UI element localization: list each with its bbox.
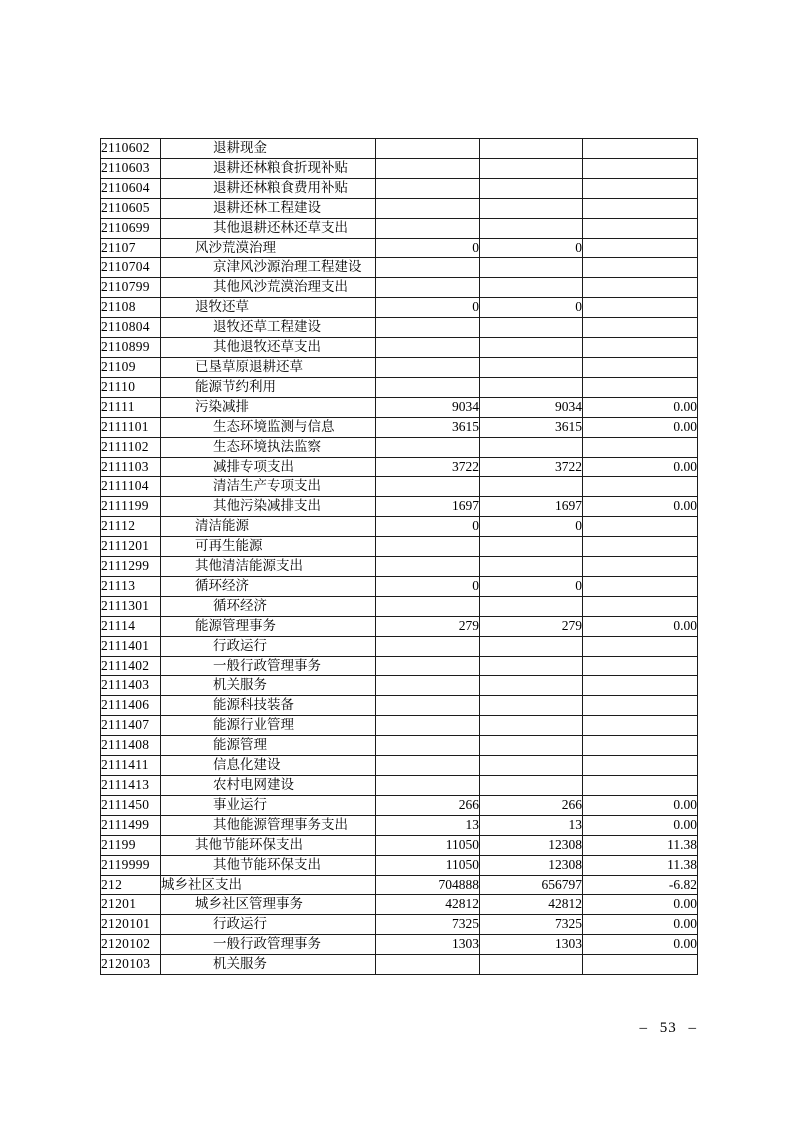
- row-code: 2111403: [101, 676, 161, 696]
- row-value-3: [583, 596, 698, 616]
- row-code: 2110605: [101, 198, 161, 218]
- row-value-3: 11.38: [583, 835, 698, 855]
- row-code: 212: [101, 875, 161, 895]
- row-value-3: [583, 238, 698, 258]
- row-value-1: 13: [376, 815, 480, 835]
- row-value-3: [583, 576, 698, 596]
- row-code: 21108: [101, 298, 161, 318]
- row-value-3: 0.00: [583, 935, 698, 955]
- row-value-1: [376, 636, 480, 656]
- row-value-2: 13: [480, 815, 583, 835]
- table-row: [101, 178, 698, 198]
- row-code: 2111406: [101, 696, 161, 716]
- row-value-1: 11050: [376, 855, 480, 875]
- row-value-2: 3722: [480, 457, 583, 477]
- row-value-1: 3615: [376, 417, 480, 437]
- row-value-3: [583, 278, 698, 298]
- row-value-2: 279: [480, 616, 583, 636]
- row-code: 2110604: [101, 178, 161, 198]
- row-value-2: [480, 218, 583, 238]
- row-code: 2110704: [101, 258, 161, 278]
- row-value-1: 1303: [376, 935, 480, 955]
- row-value-1: [376, 596, 480, 616]
- table-row: [101, 139, 698, 159]
- row-value-1: 1697: [376, 497, 480, 517]
- row-code: 2120103: [101, 955, 161, 975]
- row-name: 城乡社区支出: [161, 875, 376, 895]
- table-row: [101, 437, 698, 457]
- row-name: 清洁能源: [161, 517, 376, 537]
- row-value-2: [480, 198, 583, 218]
- table-row: [101, 756, 698, 776]
- table-row: [101, 696, 698, 716]
- row-value-2: [480, 636, 583, 656]
- table-row: [101, 895, 698, 915]
- row-value-3: [583, 198, 698, 218]
- row-code: 21199: [101, 835, 161, 855]
- row-value-2: [480, 656, 583, 676]
- row-name: 退耕还林工程建设: [161, 198, 376, 218]
- row-value-3: [583, 636, 698, 656]
- row-value-3: 0.00: [583, 895, 698, 915]
- page-number: – 53 –: [639, 1020, 697, 1036]
- row-name: 一般行政管理事务: [161, 656, 376, 676]
- row-code: 21112: [101, 517, 161, 537]
- row-name: 退耕现金: [161, 139, 376, 159]
- table-row: [101, 417, 698, 437]
- row-value-3: [583, 517, 698, 537]
- table-row: [101, 636, 698, 656]
- row-name: 其他退牧还草支出: [161, 338, 376, 358]
- row-code: 2111450: [101, 795, 161, 815]
- table-row: [101, 218, 698, 238]
- row-code: 21109: [101, 357, 161, 377]
- row-value-2: [480, 437, 583, 457]
- table-row: [101, 318, 698, 338]
- row-code: 2111102: [101, 437, 161, 457]
- row-name: 生态环境监测与信息: [161, 417, 376, 437]
- row-value-2: 42812: [480, 895, 583, 915]
- table-row: [101, 198, 698, 218]
- row-code: 2111301: [101, 596, 161, 616]
- row-name: 能源管理事务: [161, 616, 376, 636]
- row-code: 2110699: [101, 218, 161, 238]
- row-code: 2111413: [101, 776, 161, 796]
- row-value-2: 0: [480, 576, 583, 596]
- table-row: [101, 656, 698, 676]
- row-name: 能源行业管理: [161, 716, 376, 736]
- row-name: 清洁生产专项支出: [161, 477, 376, 497]
- row-value-2: [480, 955, 583, 975]
- row-name: 行政运行: [161, 636, 376, 656]
- row-name: 风沙荒漠治理: [161, 238, 376, 258]
- row-code: 2110899: [101, 338, 161, 358]
- row-value-3: 11.38: [583, 855, 698, 875]
- row-name: 能源节约利用: [161, 377, 376, 397]
- row-value-2: [480, 278, 583, 298]
- row-value-3: 0.00: [583, 417, 698, 437]
- table-row: [101, 477, 698, 497]
- row-value-2: 0: [480, 238, 583, 258]
- row-value-2: [480, 736, 583, 756]
- row-value-1: [376, 776, 480, 796]
- row-value-2: [480, 537, 583, 557]
- row-value-3: [583, 298, 698, 318]
- row-name: 其他退耕还林还草支出: [161, 218, 376, 238]
- row-value-3: 0.00: [583, 457, 698, 477]
- row-value-1: [376, 377, 480, 397]
- table-row: [101, 576, 698, 596]
- row-code: 2120102: [101, 935, 161, 955]
- row-value-1: [376, 557, 480, 577]
- row-value-3: [583, 776, 698, 796]
- row-code: 2111401: [101, 636, 161, 656]
- row-name: 退牧还草工程建设: [161, 318, 376, 338]
- row-value-3: [583, 139, 698, 159]
- table-row: [101, 835, 698, 855]
- row-value-2: [480, 158, 583, 178]
- table-row: [101, 596, 698, 616]
- row-value-1: 7325: [376, 915, 480, 935]
- row-value-1: 0: [376, 238, 480, 258]
- row-value-1: [376, 736, 480, 756]
- row-value-3: 0.00: [583, 795, 698, 815]
- row-name: 一般行政管理事务: [161, 935, 376, 955]
- row-value-2: 12308: [480, 835, 583, 855]
- row-value-1: [376, 656, 480, 676]
- row-value-2: 12308: [480, 855, 583, 875]
- row-value-1: 0: [376, 517, 480, 537]
- row-value-3: [583, 676, 698, 696]
- table-row: [101, 955, 698, 975]
- table-row: [101, 776, 698, 796]
- table-row: [101, 676, 698, 696]
- row-name: 其他节能环保支出: [161, 855, 376, 875]
- row-value-3: 0.00: [583, 616, 698, 636]
- row-value-2: [480, 318, 583, 338]
- row-value-1: 704888: [376, 875, 480, 895]
- table-row: [101, 915, 698, 935]
- row-name: 其他污染减排支出: [161, 497, 376, 517]
- row-code: 2111408: [101, 736, 161, 756]
- row-value-2: 656797: [480, 875, 583, 895]
- row-code: 2110602: [101, 139, 161, 159]
- row-value-1: [376, 318, 480, 338]
- row-value-1: [376, 477, 480, 497]
- row-value-3: [583, 357, 698, 377]
- row-value-2: 1303: [480, 935, 583, 955]
- row-value-3: [583, 537, 698, 557]
- row-value-3: [583, 218, 698, 238]
- row-value-3: 0.00: [583, 815, 698, 835]
- table-row: [101, 736, 698, 756]
- table-row: [101, 557, 698, 577]
- row-value-3: [583, 318, 698, 338]
- row-value-1: [376, 139, 480, 159]
- row-code: 21107: [101, 238, 161, 258]
- row-value-2: [480, 258, 583, 278]
- row-value-1: [376, 258, 480, 278]
- row-name: 城乡社区管理事务: [161, 895, 376, 915]
- table-row: [101, 158, 698, 178]
- row-value-1: [376, 537, 480, 557]
- row-name: 能源管理: [161, 736, 376, 756]
- table-row: [101, 616, 698, 636]
- budget-table: [100, 138, 698, 975]
- row-value-3: [583, 437, 698, 457]
- row-value-2: [480, 776, 583, 796]
- row-value-3: [583, 477, 698, 497]
- row-value-3: [583, 656, 698, 676]
- row-value-3: 0.00: [583, 915, 698, 935]
- row-name: 可再生能源: [161, 537, 376, 557]
- row-code: 21113: [101, 576, 161, 596]
- row-name: 其他能源管理事务支出: [161, 815, 376, 835]
- table-row: [101, 795, 698, 815]
- row-value-2: [480, 139, 583, 159]
- row-name: 污染减排: [161, 397, 376, 417]
- row-value-3: [583, 557, 698, 577]
- row-code: 21110: [101, 377, 161, 397]
- row-value-2: [480, 477, 583, 497]
- row-name: 能源科技装备: [161, 696, 376, 716]
- table-row: [101, 357, 698, 377]
- row-code: 2110804: [101, 318, 161, 338]
- row-name: 循环经济: [161, 576, 376, 596]
- row-value-2: [480, 338, 583, 358]
- row-value-3: [583, 736, 698, 756]
- table-row: [101, 855, 698, 875]
- row-value-2: [480, 696, 583, 716]
- row-code: 2120101: [101, 915, 161, 935]
- row-value-2: [480, 557, 583, 577]
- row-value-1: 0: [376, 576, 480, 596]
- row-value-2: 7325: [480, 915, 583, 935]
- row-value-3: [583, 158, 698, 178]
- table-row: [101, 457, 698, 477]
- row-code: 21201: [101, 895, 161, 915]
- table-row: [101, 517, 698, 537]
- row-name: 退耕还林粮食折现补贴: [161, 158, 376, 178]
- row-value-1: [376, 198, 480, 218]
- row-name: 京津风沙源治理工程建设: [161, 258, 376, 278]
- row-name: 机关服务: [161, 955, 376, 975]
- row-value-1: [376, 278, 480, 298]
- row-value-1: [376, 955, 480, 975]
- row-code: 2111299: [101, 557, 161, 577]
- row-value-2: [480, 377, 583, 397]
- row-name: 农村电网建设: [161, 776, 376, 796]
- row-value-1: 3722: [376, 457, 480, 477]
- row-name: 退耕还林粮食费用补贴: [161, 178, 376, 198]
- row-value-1: [376, 178, 480, 198]
- row-value-3: [583, 258, 698, 278]
- row-code: 2111199: [101, 497, 161, 517]
- row-name: 事业运行: [161, 795, 376, 815]
- budget-table-body: [101, 139, 698, 975]
- table-row: [101, 258, 698, 278]
- row-value-1: 0: [376, 298, 480, 318]
- row-value-2: 266: [480, 795, 583, 815]
- row-value-3: [583, 955, 698, 975]
- row-value-2: [480, 357, 583, 377]
- row-name: 生态环境执法监察: [161, 437, 376, 457]
- row-code: 2111104: [101, 477, 161, 497]
- row-value-1: 279: [376, 616, 480, 636]
- row-value-1: 11050: [376, 835, 480, 855]
- row-code: 2111407: [101, 716, 161, 736]
- row-code: 2119999: [101, 855, 161, 875]
- row-code: 21111: [101, 397, 161, 417]
- row-code: 2111103: [101, 457, 161, 477]
- row-code: 2110799: [101, 278, 161, 298]
- row-name: 其他清洁能源支出: [161, 557, 376, 577]
- row-value-3: 0.00: [583, 397, 698, 417]
- row-value-2: [480, 178, 583, 198]
- row-value-2: 3615: [480, 417, 583, 437]
- row-value-3: [583, 756, 698, 776]
- row-value-2: 9034: [480, 397, 583, 417]
- row-value-3: [583, 377, 698, 397]
- table-row: [101, 397, 698, 417]
- table-row: [101, 298, 698, 318]
- row-name: 机关服务: [161, 676, 376, 696]
- row-code: 2111402: [101, 656, 161, 676]
- row-value-2: [480, 596, 583, 616]
- row-value-1: [376, 357, 480, 377]
- row-value-1: [376, 158, 480, 178]
- table-row: [101, 338, 698, 358]
- row-value-1: [376, 716, 480, 736]
- row-code: 2110603: [101, 158, 161, 178]
- row-value-3: [583, 338, 698, 358]
- row-value-2: [480, 756, 583, 776]
- row-value-3: 0.00: [583, 497, 698, 517]
- row-value-1: [376, 756, 480, 776]
- row-value-2: 0: [480, 298, 583, 318]
- row-name: 信息化建设: [161, 756, 376, 776]
- table-row: [101, 815, 698, 835]
- row-code: 2111499: [101, 815, 161, 835]
- row-name: 减排专项支出: [161, 457, 376, 477]
- table-row: [101, 875, 698, 895]
- row-name: 其他风沙荒漠治理支出: [161, 278, 376, 298]
- row-value-2: [480, 676, 583, 696]
- row-value-3: -6.82: [583, 875, 698, 895]
- row-value-1: [376, 676, 480, 696]
- row-value-3: [583, 178, 698, 198]
- row-code: 2111411: [101, 756, 161, 776]
- table-row: [101, 278, 698, 298]
- row-code: 2111201: [101, 537, 161, 557]
- table-row: [101, 238, 698, 258]
- row-value-1: [376, 218, 480, 238]
- row-code: 2111101: [101, 417, 161, 437]
- row-value-1: [376, 696, 480, 716]
- row-name: 循环经济: [161, 596, 376, 616]
- row-value-1: 9034: [376, 397, 480, 417]
- row-value-3: [583, 716, 698, 736]
- row-name: 退牧还草: [161, 298, 376, 318]
- row-value-1: 42812: [376, 895, 480, 915]
- row-name: 已垦草原退耕还草: [161, 357, 376, 377]
- row-name: 行政运行: [161, 915, 376, 935]
- row-name: 其他节能环保支出: [161, 835, 376, 855]
- row-code: 21114: [101, 616, 161, 636]
- table-row: [101, 377, 698, 397]
- row-value-2: [480, 716, 583, 736]
- table-row: [101, 537, 698, 557]
- table-row: [101, 497, 698, 517]
- row-value-2: 0: [480, 517, 583, 537]
- table-row: [101, 935, 698, 955]
- row-value-1: [376, 338, 480, 358]
- row-value-1: 266: [376, 795, 480, 815]
- row-value-1: [376, 437, 480, 457]
- table-row: [101, 716, 698, 736]
- row-value-3: [583, 696, 698, 716]
- row-value-2: 1697: [480, 497, 583, 517]
